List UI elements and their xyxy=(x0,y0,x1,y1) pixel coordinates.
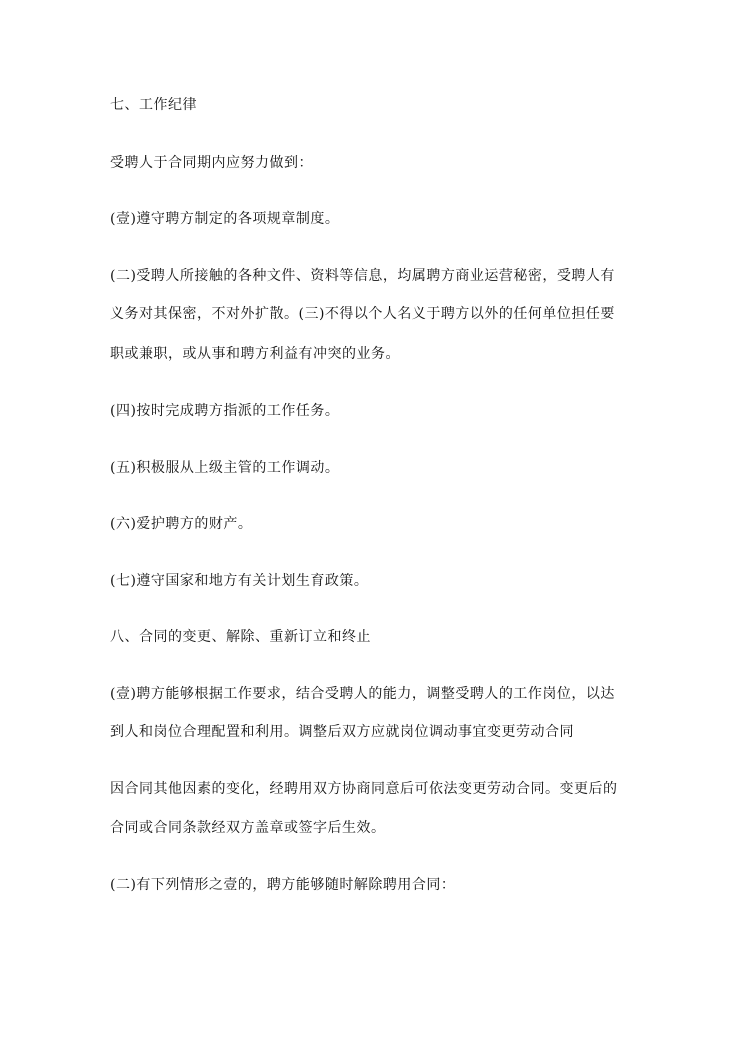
section-8-item-1-line-2: 到人和岗位合理配置和利用。调整后双方应就岗位调动事宜变更劳动合同 xyxy=(110,724,574,740)
section-7-item-6: (六)爱护聘方的财产。 xyxy=(110,516,253,532)
section-8-paragraph-line-1: 因合同其他因素的变化，经聘用双方协商同意后可依法变更劳动合同。变更后的 xyxy=(110,781,618,797)
section-8-heading: 八、合同的变更、解除、重新订立和终止 xyxy=(110,629,371,645)
section-7-item-4: (四)按时完成聘方指派的工作任务。 xyxy=(110,403,340,419)
section-7-item-2-line-1: (二)受聘人所接触的各种文件、资料等信息，均属聘方商业运营秘密，受聘人有 xyxy=(110,268,615,284)
section-8-item-2: (二)有下列情形之壹的，聘方能够随时解除聘用合同： xyxy=(110,877,456,893)
section-7-item-2-line-2: 义务对其保密，不对外扩散。(三)不得以个人名义于聘方以外的任何单位担任要 xyxy=(110,306,615,322)
section-7-item-1: (壹)遵守聘方制定的各项规章制度。 xyxy=(110,211,340,227)
section-7-item-5: (五)积极服从上级主管的工作调动。 xyxy=(110,460,340,476)
section-8-paragraph-line-2: 合同或合同条款经双方盖章或签字后生效。 xyxy=(110,820,386,836)
section-7-item-2-line-3: 职或兼职，或从事和聘方利益有冲突的业务。 xyxy=(110,346,400,362)
section-8-item-1-line-1: (壹)聘方能够根据工作要求，结合受聘人的能力，调整受聘人的工作岗位，以达 xyxy=(110,686,615,702)
section-7-heading: 七、工作纪律 xyxy=(110,97,197,113)
section-7-item-7: (七)遵守国家和地方有关计划生育政策。 xyxy=(110,573,369,589)
section-7-intro: 受聘人于合同期内应努力做到： xyxy=(110,155,313,171)
